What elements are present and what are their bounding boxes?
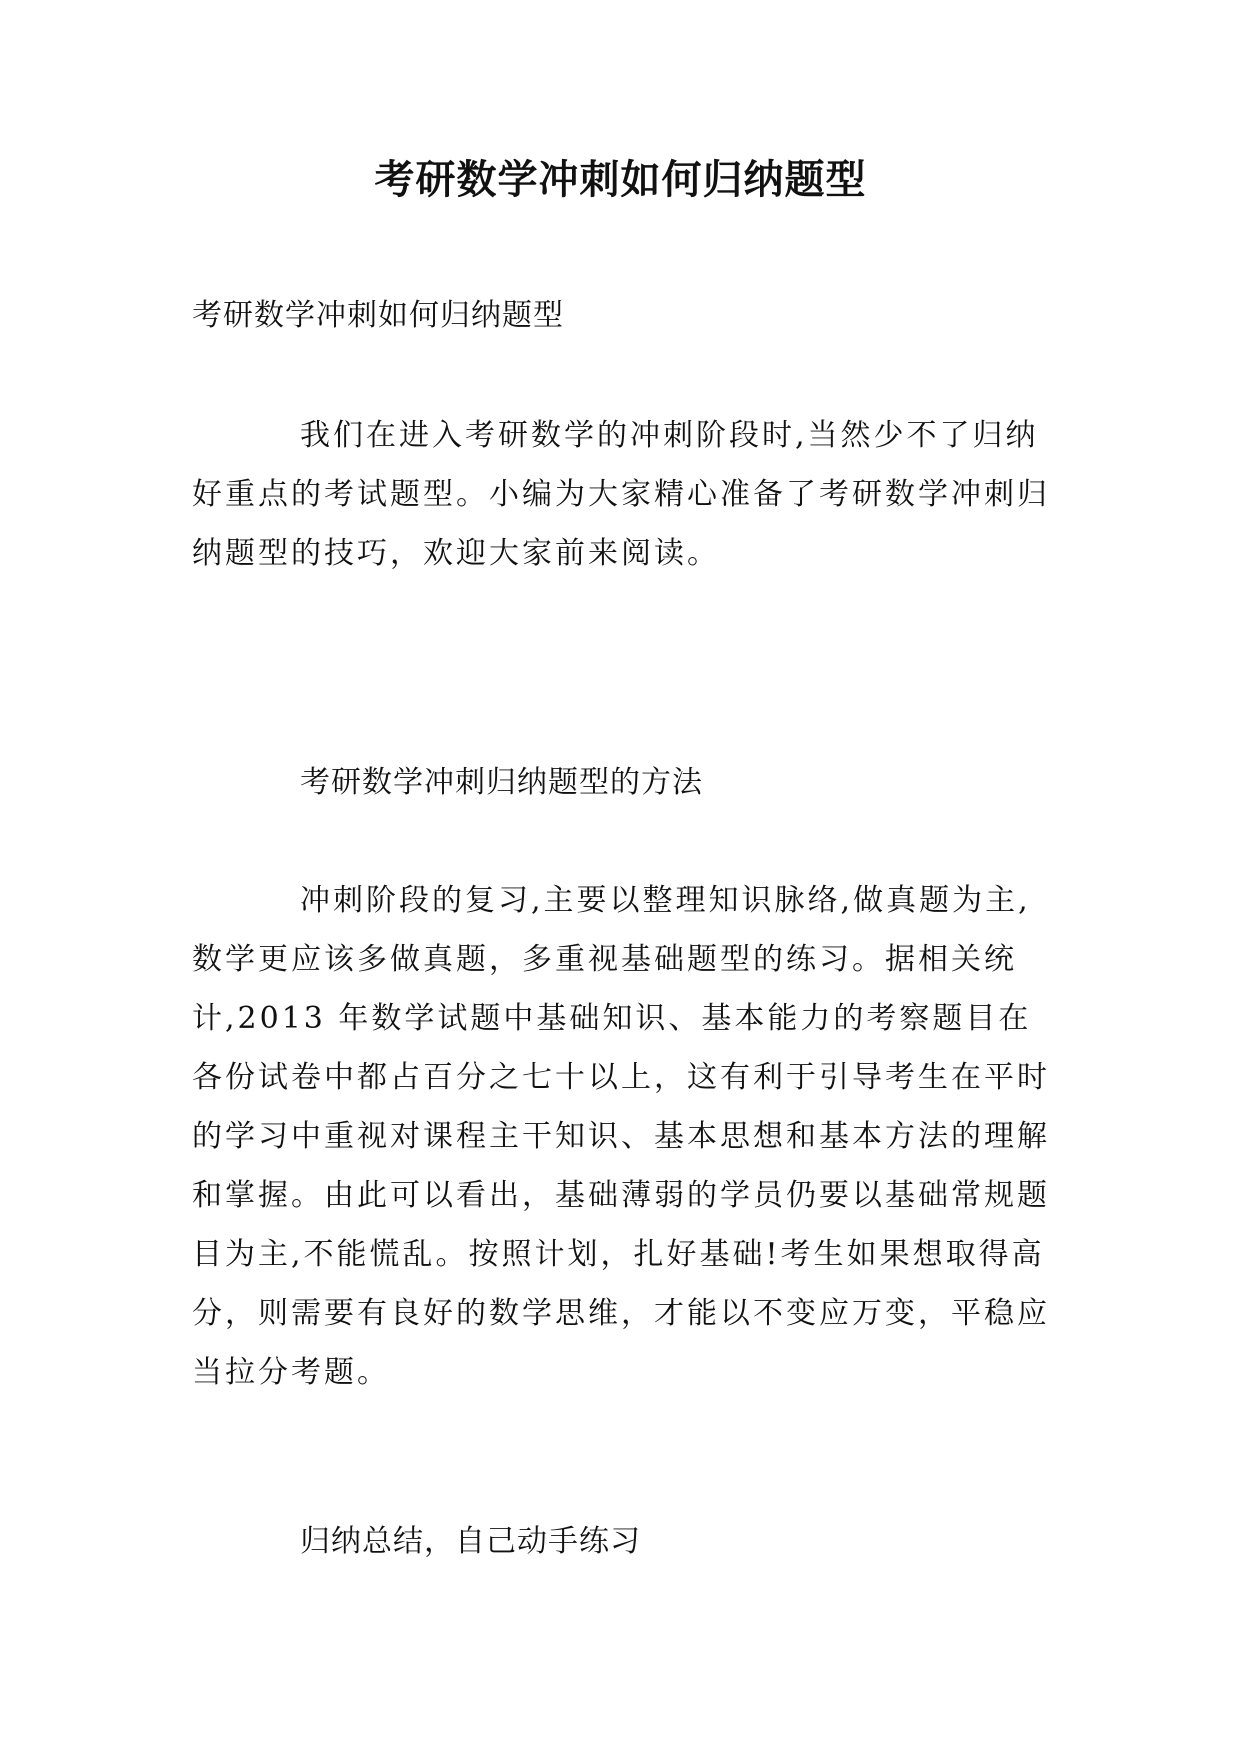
document-subtitle: 考研数学冲刺如何归纳题型 (192, 298, 564, 333)
document-title: 考研数学冲刺如何归纳题型 (374, 156, 867, 203)
methods-paragraph: 冲刺阶段的复习,主要以整理知识脉络,做真题为主,数学更应该多做真题，多重视基础题型的练习。据相关统计,2013 年数学试题中基础知识、基本能力的考察题目在各份试卷中都占百分之七十以上，这有利于引导考生在平时的学习中重视对课程主干知识、基本思想和基本方法的理解和掌握。由此可以看出，基础薄弱的学员仍要以基础常规题目为主,不能慌乱。按照计划，扎好基础!考生如果想取得高分，则需要有良好的数学思维，才能以不变应万变，平稳应当拉分考题。 (192, 883, 1050, 1390)
section-heading-methods: 考研数学冲刺归纳题型的方法 (300, 765, 703, 800)
intro-paragraph: 我们在进入考研数学的冲刺阶段时,当然少不了归纳好重点的考试题型。小编为大家精心准备了考研数学冲刺归纳题型的技巧，欢迎大家前来阅读。 (192, 418, 1050, 571)
section-heading-practice: 归纳总结，自己动手练习 (300, 1524, 641, 1559)
